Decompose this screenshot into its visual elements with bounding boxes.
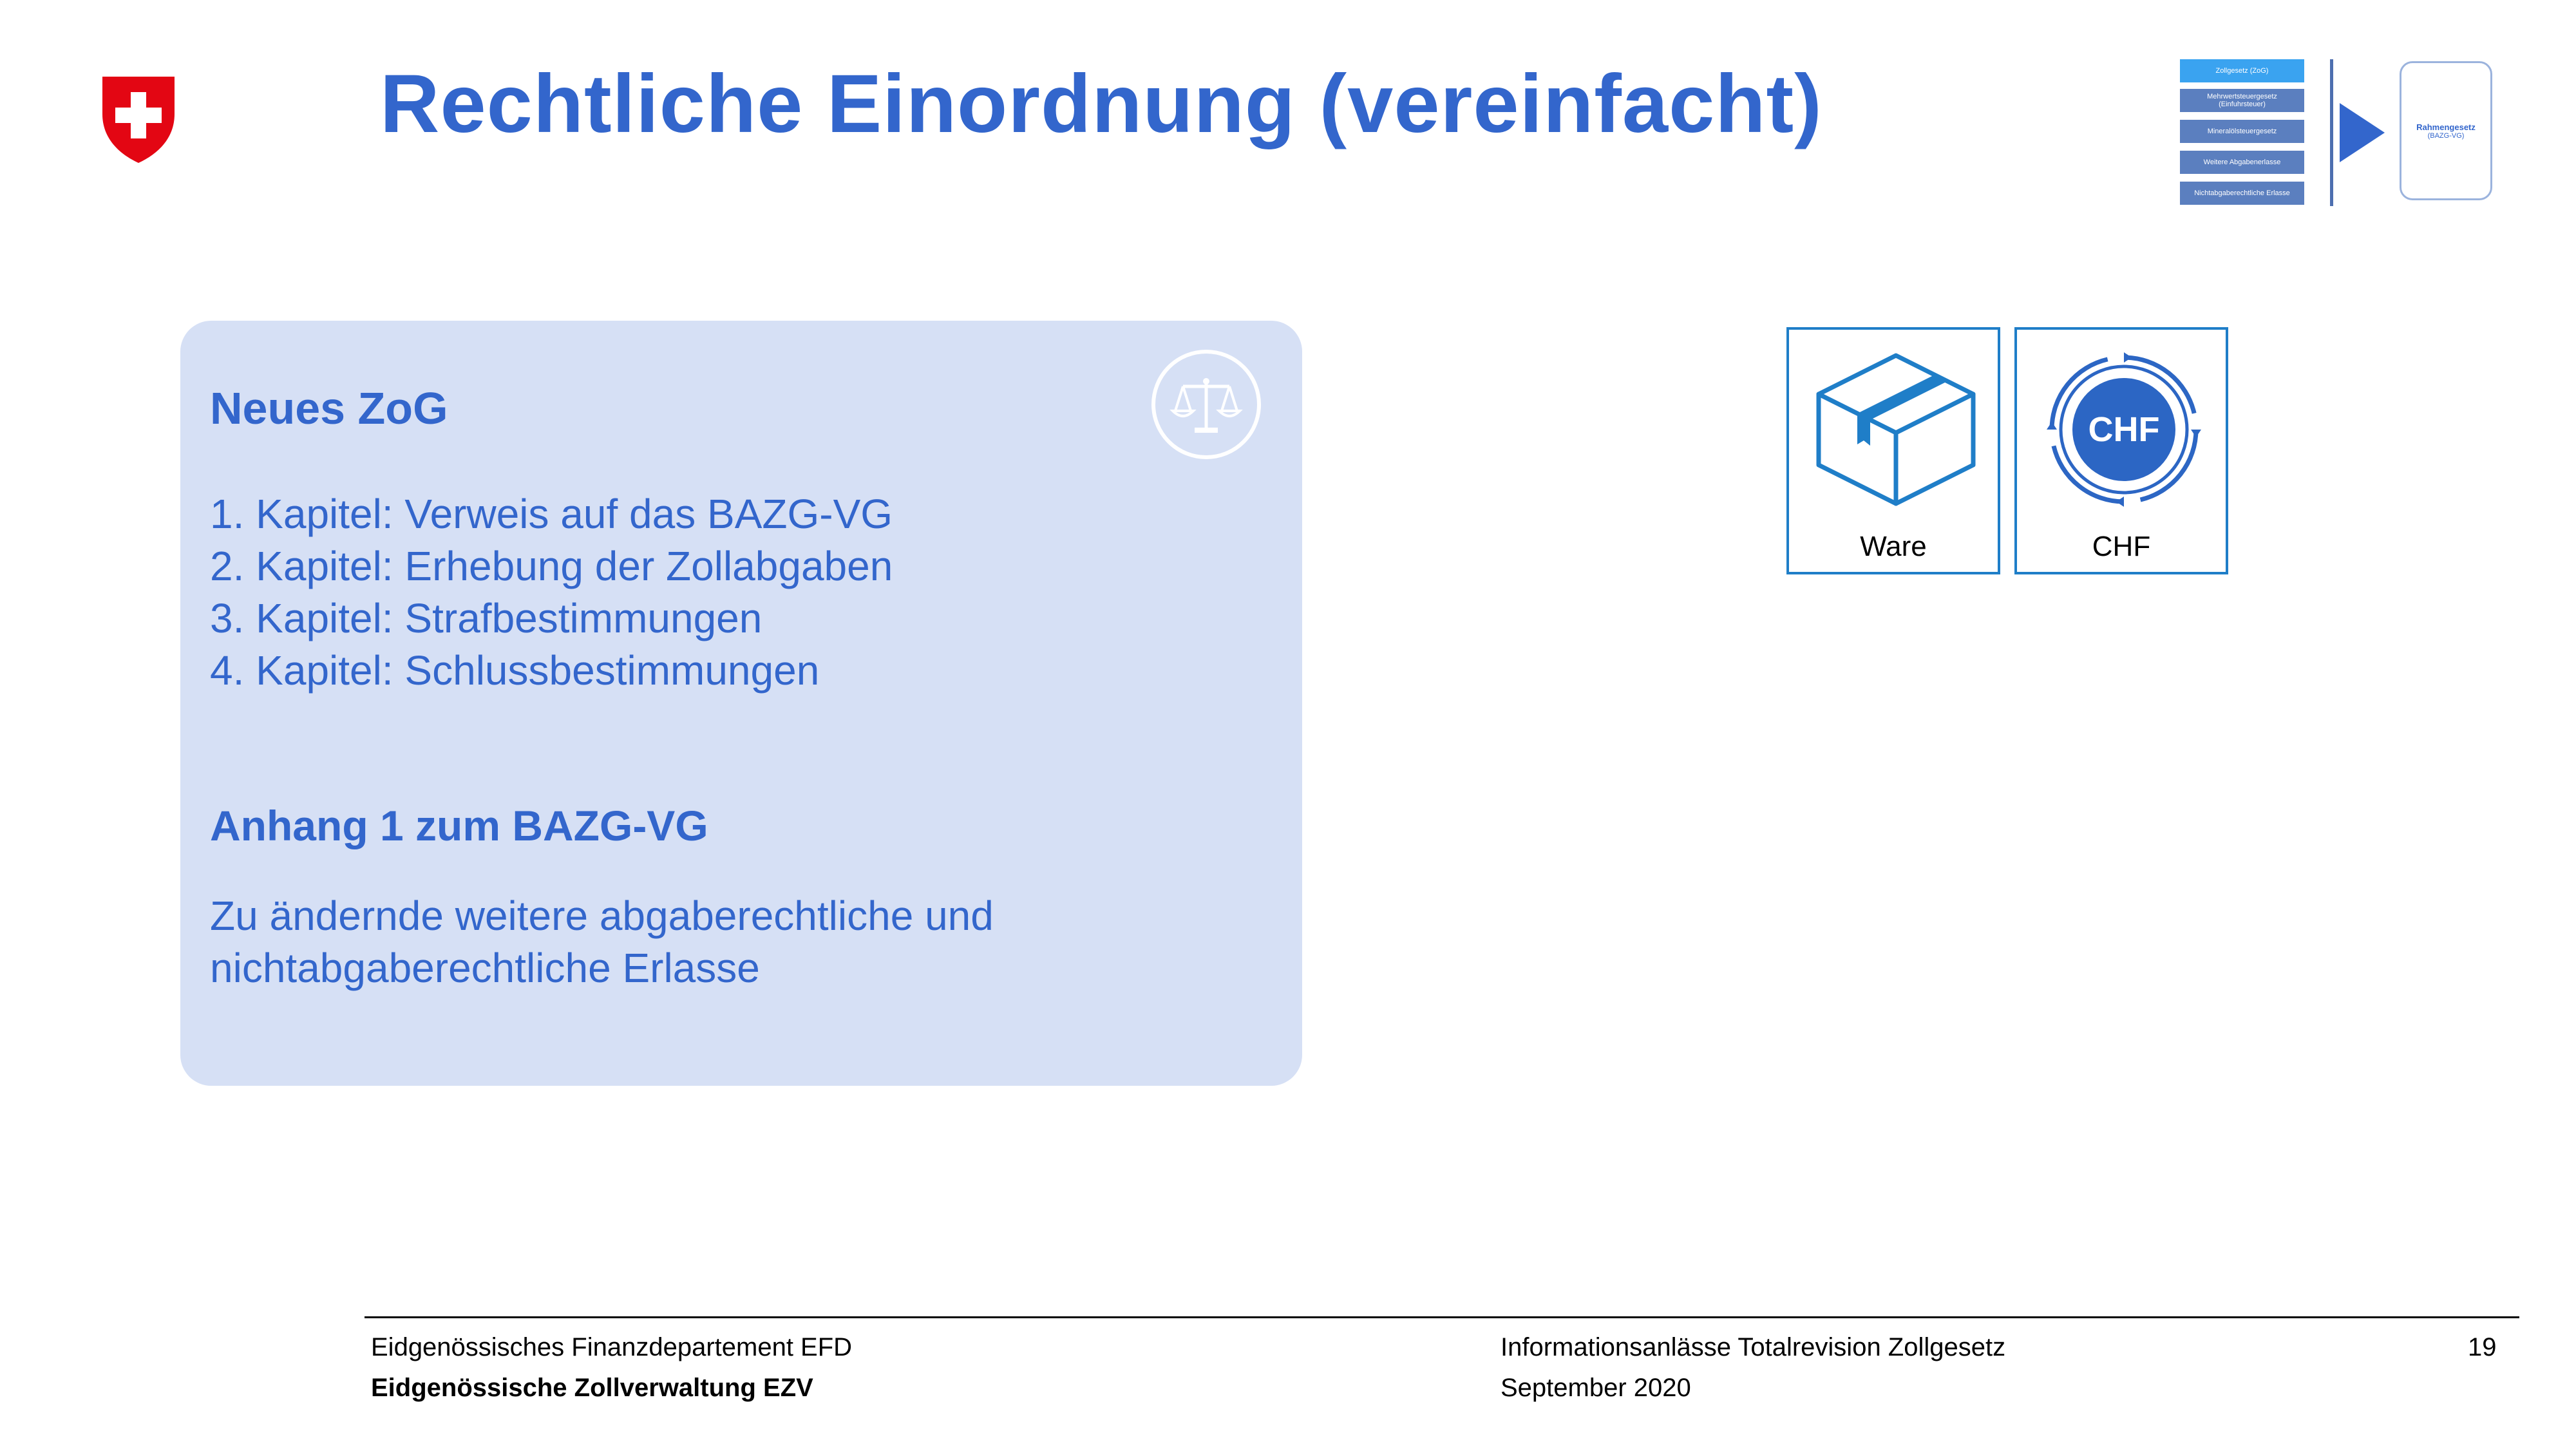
annex-heading: Anhang 1 zum BAZG-VG <box>210 802 708 849</box>
mini-box-label: Mineralölsteuergesetz <box>2207 128 2277 135</box>
page-title: Rechtliche Einordnung (vereinfacht) <box>380 58 1823 150</box>
mini-box-mwst <box>2180 89 2304 112</box>
chf-badge-text: CHF <box>2088 410 2160 449</box>
mini-box-mineraloel <box>2180 120 2304 143</box>
scales-of-justice-icon <box>1150 348 1263 461</box>
annex-text: nichtabgaberechtliche Erlasse <box>210 945 760 991</box>
mini-box-zog <box>2180 59 2304 82</box>
tile-label: CHF <box>2092 531 2151 562</box>
tile-chf <box>2014 327 2228 574</box>
footer-divider <box>365 1316 2519 1318</box>
annex-text: Zu ändernde weitere abgaberechtliche und <box>210 893 994 939</box>
mini-arrow-right-icon <box>2340 103 2385 162</box>
mini-box-label: Weitere Abgabenerlasse <box>2203 158 2281 166</box>
mini-target-title: Rahmengesetz <box>2416 122 2476 132</box>
chapter-item: 1. Kapitel: Verweis auf das BAZG-VG <box>210 491 893 537</box>
footer-date: September 2020 <box>1501 1374 1691 1402</box>
swiss-cross-shield-icon <box>100 74 177 164</box>
mini-box-label: Mehrwertsteuergesetz <box>2207 93 2277 100</box>
tile-ware <box>1786 327 2000 574</box>
mini-box-weitere <box>2180 151 2304 174</box>
mini-overview-diagram <box>2180 58 2502 213</box>
chapter-item: 4. Kapitel: Schlussbestimmungen <box>210 647 820 694</box>
mini-divider-line <box>2330 59 2333 206</box>
page-number: 19 <box>2468 1333 2497 1361</box>
content-card <box>180 321 1302 1086</box>
package-box-icon <box>1812 349 1980 510</box>
footer-department: Eidgenössisches Finanzdepartement EFD <box>371 1333 853 1361</box>
chapter-item: 2. Kapitel: Erhebung der Zollabgaben <box>210 543 893 589</box>
mini-box-sublabel: (Einfuhrsteuer) <box>2219 100 2266 108</box>
mini-target-panel <box>2400 61 2492 200</box>
chapter-item: 3. Kapitel: Strafbestimmungen <box>210 595 762 641</box>
tile-label: Ware <box>1860 531 1927 562</box>
footer-event: Informationsanlässe Totalrevision Zollgesetz <box>1501 1333 2006 1361</box>
footer-office: Eidgenössische Zollverwaltung EZV <box>371 1374 813 1402</box>
mini-target-subtitle: (BAZG-VG) <box>2427 131 2465 140</box>
chf-currency-cycle-icon <box>2040 349 2208 510</box>
mini-box-nichtabgabe <box>2180 182 2304 205</box>
mini-box-label: Nichtabgaberechtliche Erlasse <box>2194 189 2290 197</box>
card-heading: Neues ZoG <box>210 383 448 433</box>
mini-box-label: Zollgesetz (ZoG) <box>2215 67 2269 75</box>
